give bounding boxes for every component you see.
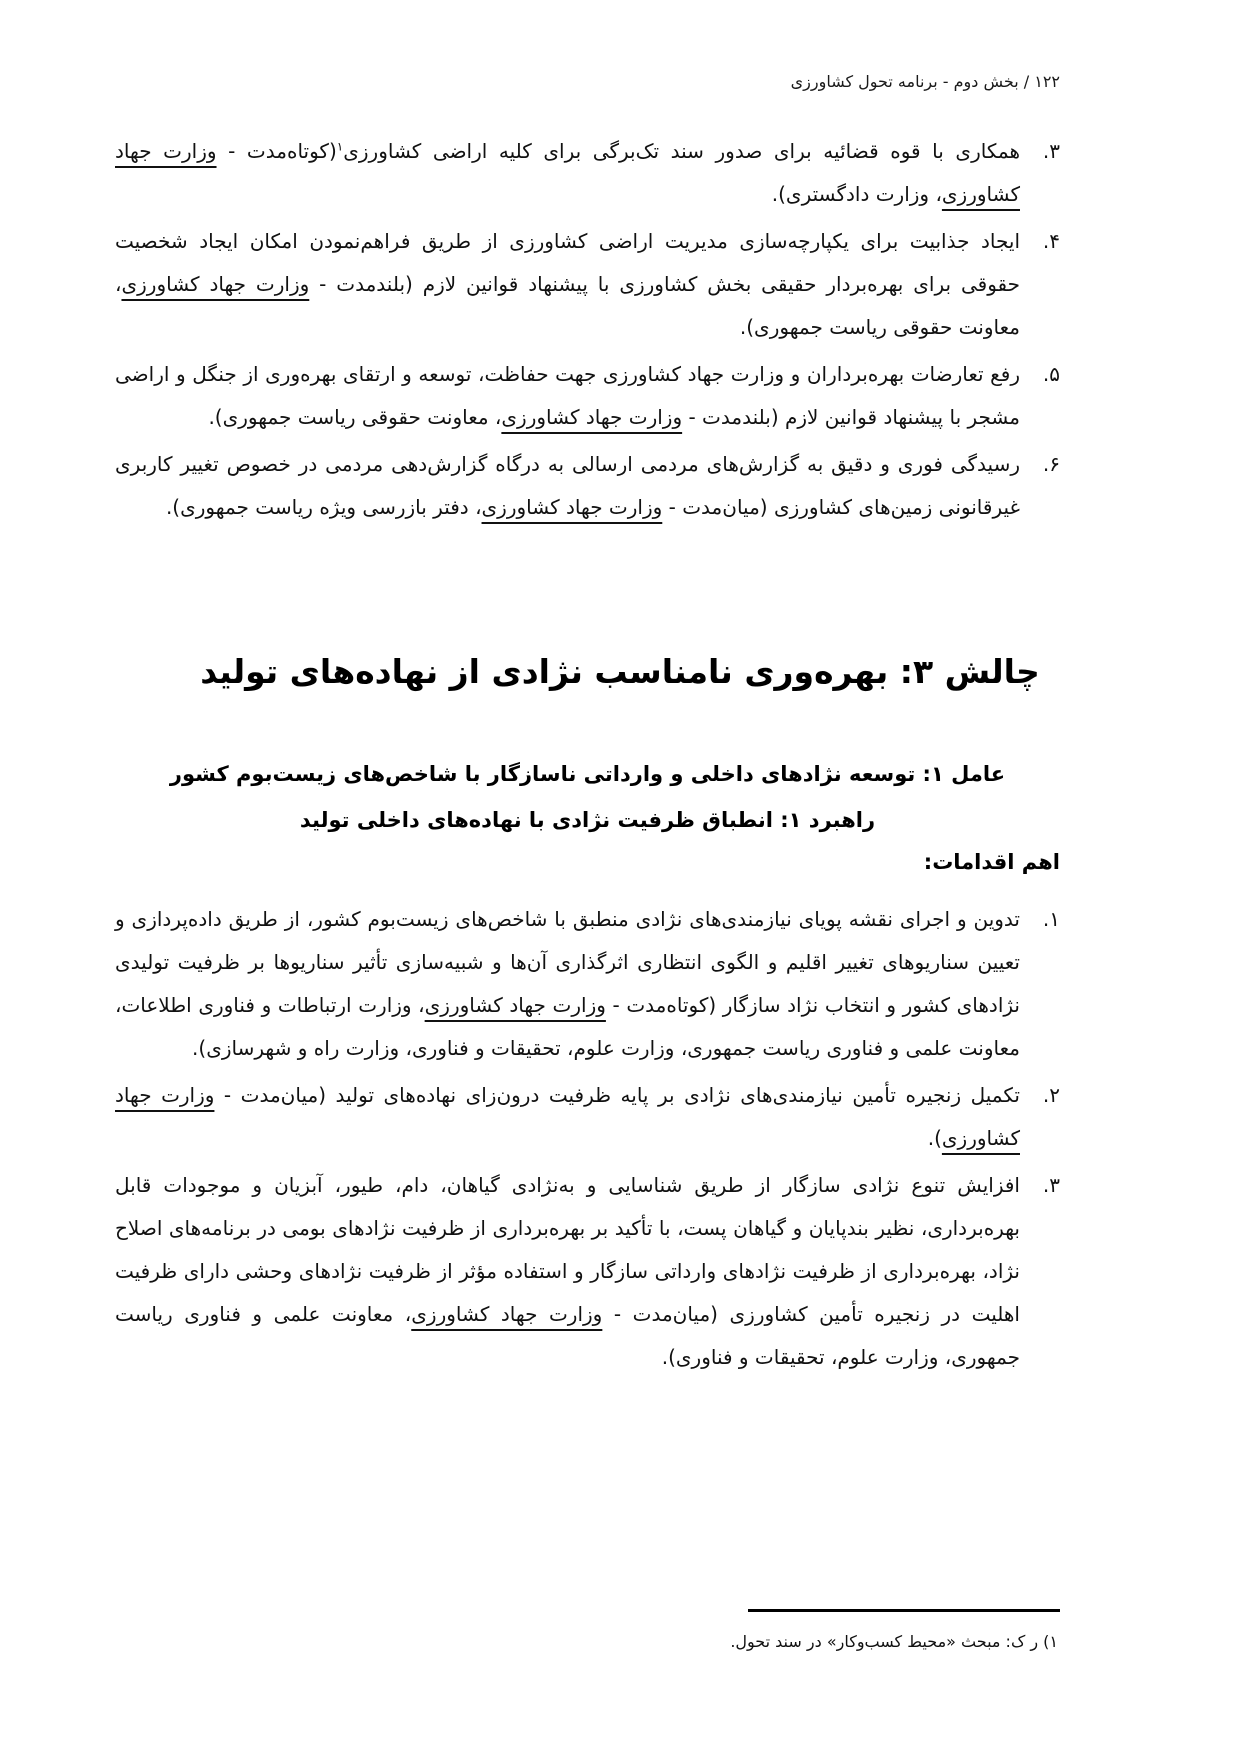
ministry-underlined: وزارت جهاد کشاورزی	[115, 1083, 1020, 1150]
footnote-ref: ۱	[336, 139, 344, 154]
ministry-underlined: وزارت جهاد کشاورزی	[115, 139, 1020, 206]
text-segment: تکمیل زنجیره تأمین نیازمندی‌های نژادی بر پایه ظرفیت درون‌زای نهاده‌های تولید (میان‌مدت -	[214, 1083, 1020, 1107]
text-segment: ، معاونت علمی و فناوری ریاست جمهوری، وزارت علوم، تحقیقات و فناوری).	[115, 1302, 1020, 1369]
text-segment: ، معاونت حقوقی ریاست جمهوری).	[208, 405, 502, 429]
strategy-heading: راهبرد ۱: انطباق ظرفیت نژادی با نهاده‌های داخلی تولید	[299, 808, 876, 832]
actions-label: اهم اقدامات:	[923, 850, 1060, 874]
text-segment: افزایش تنوع نژادی سازگار از طریق شناسایی و به‌نژادی گیاهان، دام، طیور، آبزیان و موجودات قابل بهره‌برداری، نظیر بندپایان و گیاهان پست، با تأکید بر بهره‌برداری از ظرفیت نژادهای بومی در برنامه‌های اصلاح نژاد، بهره‌برداری از ظرفیت نژادهای وارداتی سازگار و استفاده مؤثر از ظرفیت نژادهای وحشی دارای ظرفیت اهلیت در زنجیره تأمین کشاورزی (میان‌مدت -	[115, 1173, 1020, 1326]
footnote-text: ۱) ر ک: مبحث «محیط کسب‌وکار» در سند تحول.	[730, 1632, 1058, 1651]
item-number: ۵.	[1042, 362, 1060, 386]
footnote-separator	[748, 1609, 1060, 1612]
item-text	[115, 220, 1020, 349]
action-list-main	[115, 898, 1060, 1383]
item-number: ۱.	[1042, 907, 1060, 931]
text-segment: رفع تعارضات بهره‌برداران و وزارت جهاد کشاورزی جهت حفاظت، توسعه و ارتقای بهره‌وری از جنگل و اراضی مشجر با پیشنهاد قوانین لازم (بلندمدت -	[115, 362, 1020, 429]
text-segment: ، وزارت دادگستری).	[771, 182, 942, 206]
list-item	[115, 443, 1060, 529]
item-number: ۶.	[1042, 452, 1060, 476]
text-segment: ایجاد جذابیت برای یکپارچه‌سازی مدیریت اراضی کشاورزی از طریق فراهم‌نمودن امکان ایجاد شخصیت حقوقی برای بهره‌بردار حقیقی بخش کشاورزی با پیشنهاد قوانین لازم (بلندمدت -	[115, 229, 1021, 296]
list-item	[115, 1164, 1060, 1379]
item-text	[115, 353, 1020, 439]
action-list-top	[115, 130, 1060, 533]
text-segment: ، معاونت حقوقی ریاست جمهوری).	[115, 272, 1020, 339]
item-text	[115, 898, 1020, 1070]
item-number: ۲.	[1042, 1083, 1060, 1107]
text-segment: (کوتاه‌مدت -	[216, 139, 337, 163]
item-number: ۳.	[1042, 1173, 1060, 1197]
list-item	[115, 220, 1060, 349]
ministry-underlined: وزارت جهاد کشاورزی	[481, 495, 663, 519]
item-text	[115, 443, 1020, 529]
item-number: ۳.	[1042, 139, 1060, 163]
factor-heading: عامل ۱: توسعه نژادهای داخلی و وارداتی ناسازگار با شاخص‌های زیست‌بوم کشور	[169, 762, 1006, 786]
list-item	[115, 898, 1060, 1070]
list-item	[115, 1074, 1060, 1160]
item-text	[115, 130, 1020, 216]
ministry-underlined: وزارت جهاد کشاورزی	[121, 272, 310, 296]
text-segment: ، دفتر بازرسی ویژه ریاست جمهوری).	[165, 495, 482, 519]
text-segment: ).	[927, 1126, 942, 1150]
text-segment: همکاری با قوه قضائیه برای صدور سند تک‌برگی برای کلیه اراضی کشاورزی	[343, 139, 1020, 163]
item-text	[115, 1074, 1020, 1160]
list-item	[115, 353, 1060, 439]
page-header: ۱۲۲ / بخش دوم - برنامه تحول کشاورزی	[790, 72, 1060, 91]
ministry-underlined: وزارت جهاد کشاورزی	[411, 1302, 603, 1326]
text-segment: رسیدگی فوری و دقیق به گزارش‌های مردمی ارسالی به درگاه گزارش‌دهی مردمی در خصوص تغییر کاربری غیرقانونی زمین‌های کشاورزی (میان‌مدت -	[115, 452, 1020, 519]
challenge-heading: چالش ۳: بهره‌وری نامناسب نژادی از نهاده‌های تولید	[200, 652, 1040, 691]
item-text	[115, 1164, 1020, 1379]
ministry-underlined: وزارت جهاد کشاورزی	[501, 405, 683, 429]
item-number: ۴.	[1042, 229, 1060, 253]
ministry-underlined: وزارت جهاد کشاورزی	[424, 993, 606, 1017]
text-segment: ، وزارت ارتباطات و فناوری اطلاعات، معاونت علمی و فناوری ریاست جمهوری، وزارت علوم، تحقیقات و فناوری، وزارت راه و شهرسازی).	[115, 993, 1020, 1060]
text-segment: تدوین و اجرای نقشه پویای نیازمندی‌های نژادی منطبق با شاخص‌های زیست‌بوم کشور، از طریق داده‌پردازی و تعیین سناریوهای تغییر اقلیم و الگوی انتظاری اثرگذاری آن‌ها و شبیه‌سازی تأثیر سناریوها بر ظرفیت تولیدی نژادهای کشور و انتخاب نژاد سازگار (کوتاه‌مدت -	[115, 907, 1021, 1017]
list-item	[115, 130, 1060, 216]
